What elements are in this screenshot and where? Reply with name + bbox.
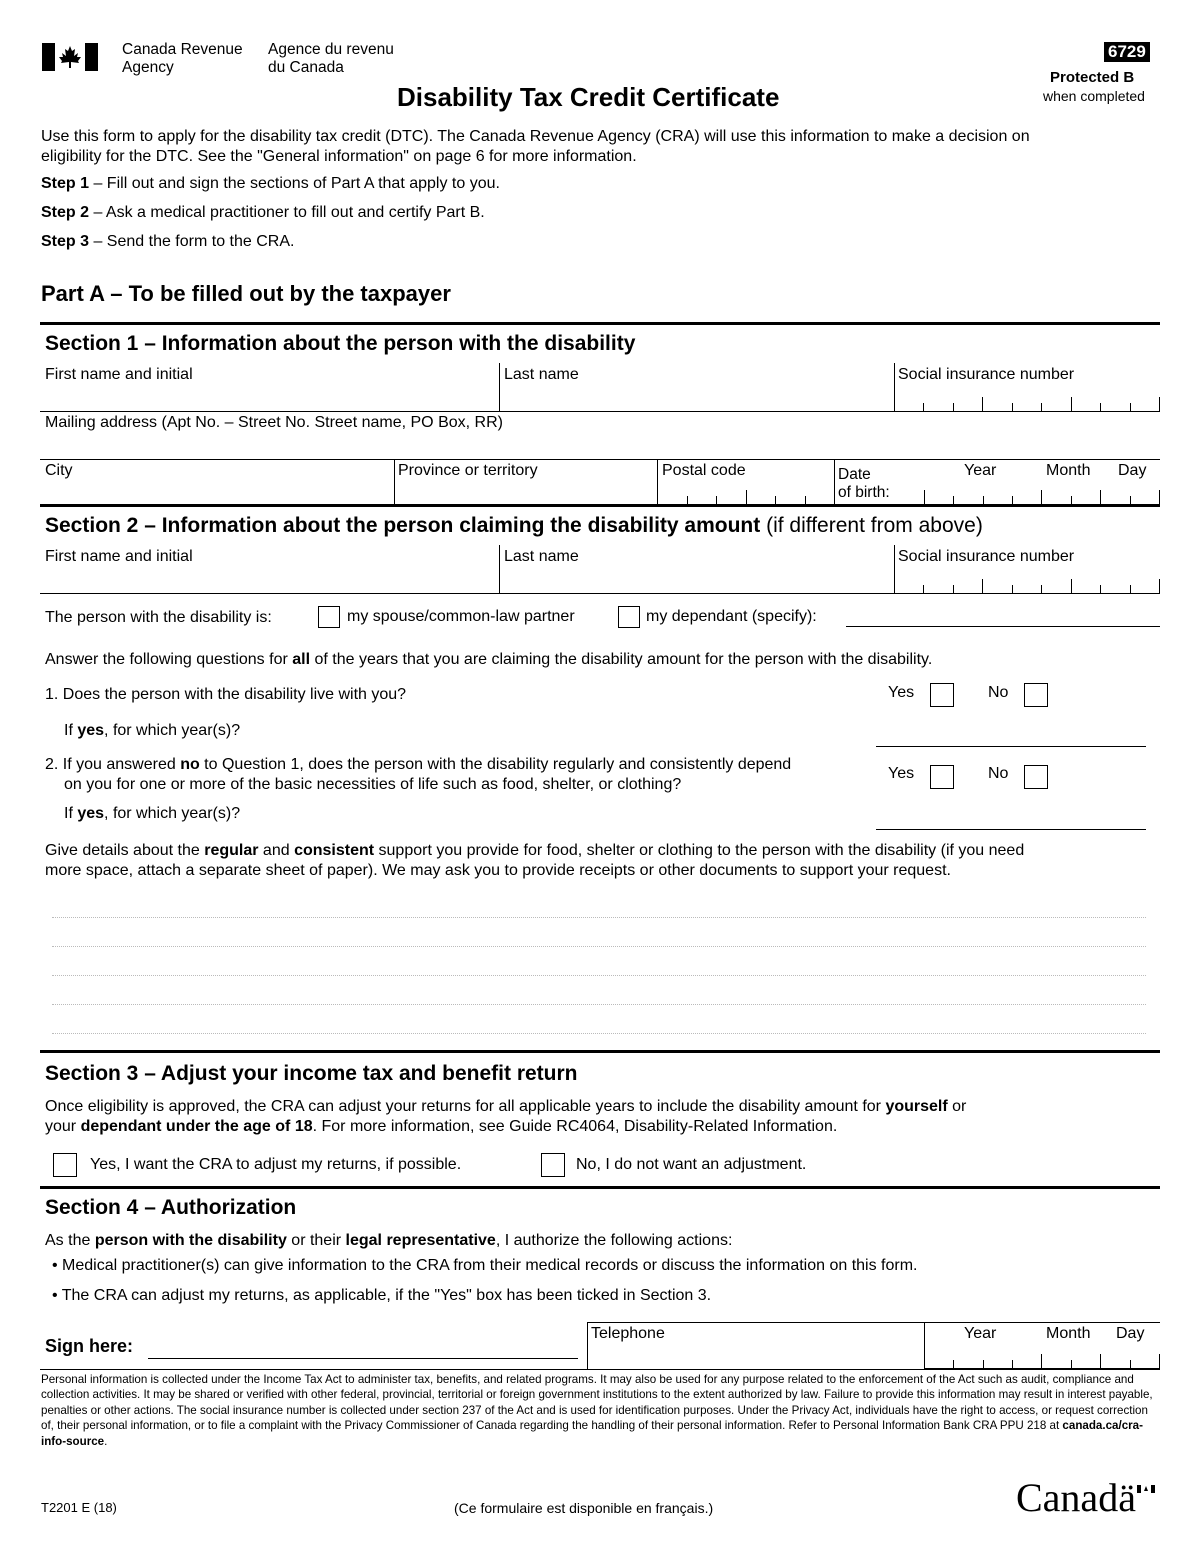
s2-first-name-label: First name and initial — [45, 548, 193, 565]
question-1: 1. Does the person with the disability live with you? — [45, 686, 407, 703]
agency-name-en: Canada Revenue Agency — [122, 41, 243, 76]
q2-yes-checkbox[interactable] — [930, 765, 954, 789]
section-2-divider — [40, 504, 1160, 507]
question-2: 2. If you answered no to Question 1, does the person with the disability regularly and consistently depend on you for one or more of the basic necessities of life such as food, shelter, or clothing? — [45, 756, 792, 793]
authorization-bullet-1: • Medical practitioner(s) can give information to the CRA from their medical records or discuss the information on this form. — [52, 1257, 918, 1274]
french-availability: (Ce formulaire est disponible en français.) — [454, 1500, 714, 1516]
sign-date-year-label: Year — [964, 1325, 997, 1342]
s1-sin-label: Social insurance number — [898, 366, 1075, 383]
q1-no-checkbox[interactable] — [1024, 683, 1048, 707]
form-number-badge: 6729 — [1104, 42, 1150, 62]
s1-postal-label: Postal code — [662, 462, 746, 479]
s1-postal-field[interactable] — [657, 490, 834, 505]
q2-years-field[interactable] — [876, 829, 1146, 830]
adjust-yes-checkbox[interactable] — [53, 1153, 77, 1177]
s1-last-name-field[interactable] — [500, 386, 893, 410]
q1-yes-label: Yes — [888, 684, 915, 701]
intro-line-2: eligibility for the DTC. See the "General information" on page 6 for more information. — [41, 148, 637, 165]
s1-province-label: Province or territory — [398, 462, 538, 479]
section-4-authorize: As the person with the disability or their legal representative, I authorize the following actions: — [45, 1232, 733, 1249]
section-2-title: Section 2 – Information about the person claiming the disability amount (if different from above) — [45, 514, 983, 537]
section-1-divider — [40, 322, 1160, 325]
adjust-no-label: No, I do not want an adjustment. — [576, 1156, 807, 1173]
step-3: Step 3 – Send the form to the CRA. — [41, 233, 295, 250]
s1-city-label: City — [45, 462, 73, 479]
form-code: T2201 E (18) — [41, 1500, 117, 1515]
s1-last-name-label: Last name — [504, 366, 579, 383]
section-3-text: Once eligibility is approved, the CRA can adjust your returns for all applicable years to include the disability amount for yourself or your dependant under the age of 18. For more information, see Guide RC4064, Disability-Related Information. — [45, 1098, 967, 1135]
s2-first-name-field[interactable] — [40, 568, 498, 592]
s1-province-field[interactable] — [395, 482, 656, 504]
support-details-instructions: Give details about the regular and consistent support you provide for food, shelter or clothing to the person with the disability (if you need more space, attach a separate sheet of paper). We may ask you to provide receipts or other documents to support your request. — [45, 842, 1025, 879]
signature-field[interactable] — [148, 1358, 578, 1359]
when-completed-label: when completed — [1043, 88, 1145, 104]
q1-if-yes: If yes, for which year(s)? — [64, 722, 241, 739]
section-1-title: Section 1 – Information about the person with the disability — [45, 332, 636, 355]
page-title: Disability Tax Credit Certificate — [397, 82, 780, 112]
s2-last-name-label: Last name — [504, 548, 579, 565]
section-3-divider — [40, 1050, 1160, 1053]
info-source-link[interactable]: canada.ca/cra-info-source — [41, 1419, 1143, 1448]
s2-person-is-label: The person with the disability is: — [45, 609, 272, 626]
s1-dob-field[interactable] — [924, 490, 1160, 505]
wordmark-flag-icon — [1137, 1480, 1155, 1488]
telephone-field[interactable] — [588, 1345, 923, 1369]
canada-wordmark: Canadä — [1016, 1475, 1136, 1520]
s1-dob-label: Date of birth: — [838, 466, 890, 501]
q1-yes-checkbox[interactable] — [930, 683, 954, 707]
authorization-bullet-2: • The CRA can adjust my returns, as applicable, if the "Yes" box has been ticked in Section 3. — [52, 1287, 712, 1304]
q2-no-label: No — [988, 765, 1009, 782]
spouse-checkbox[interactable] — [318, 606, 340, 628]
telephone-label: Telephone — [591, 1325, 665, 1342]
dependant-checkbox[interactable] — [618, 606, 640, 628]
s1-sin-field[interactable] — [894, 397, 1160, 412]
sign-date-field[interactable] — [924, 1354, 1160, 1369]
agency-name-fr: Agence du revenu du Canada — [268, 41, 394, 76]
dependant-specify-field[interactable] — [846, 626, 1160, 627]
q1-years-field[interactable] — [876, 746, 1146, 747]
section-4-title: Section 4 – Authorization — [45, 1196, 297, 1219]
support-details-field[interactable] — [52, 900, 1146, 1036]
s1-dob-month-label: Month — [1046, 462, 1091, 479]
protected-label: Protected B — [1050, 69, 1135, 86]
canada-flag-logo — [42, 43, 98, 71]
s1-mailing-label: Mailing address (Apt No. – Street No. Street name, PO Box, RR) — [45, 414, 503, 431]
q2-yes-label: Yes — [888, 765, 915, 782]
answer-instructions: Answer the following questions for all of the years that you are claiming the disability amount for the person with the disability. — [45, 651, 933, 668]
section-3-title: Section 3 – Adjust your income tax and benefit return — [45, 1062, 578, 1085]
privacy-notice: Personal information is collected under the Income Tax Act to administer tax, benefits, and related programs. It may also be used for any purpose related to the enforcement of the Act such as audit, compliance and collection activities. It may be shared or verified with other federal, provincial, territorial or foreign government institutions to the extent authorized by law. Failure to provide this information may result in interest payable, penalties or other actions. The social insurance number is collected under section 237 of the Act and is used for identification purposes. Under the Privacy Act, individuals have the right to access, or request correction of, their personal information, or to file a complaint with the Privacy Commissioner of Canada regarding the handling of their personal information. Refer to Personal Information Bank CRA PPU 218 at canada.ca/cra-info-source. — [41, 1373, 1153, 1448]
dependant-label: my dependant (specify): — [646, 608, 817, 625]
part-a-title: Part A – To be filled out by the taxpayer — [41, 281, 451, 306]
q2-if-yes: If yes, for which year(s)? — [64, 805, 241, 822]
s2-last-name-field[interactable] — [500, 568, 893, 592]
s1-dob-day-label: Day — [1118, 462, 1147, 479]
s1-first-name-label: First name and initial — [45, 366, 193, 383]
step-2: Step 2 – Ask a medical practitioner to fill out and certify Part B. — [41, 204, 485, 221]
q2-no-checkbox[interactable] — [1024, 765, 1048, 789]
s1-mailing-field[interactable] — [40, 434, 1160, 458]
s1-city-field[interactable] — [40, 482, 393, 504]
s2-sin-field[interactable] — [894, 579, 1160, 594]
s1-first-name-field[interactable] — [40, 386, 498, 410]
intro-line-1: Use this form to apply for the disability tax credit (DTC). The Canada Revenue Agency (CRA) will use this information to make a decision on — [41, 128, 1030, 145]
sign-date-month-label: Month — [1046, 1325, 1091, 1342]
s2-sin-label: Social insurance number — [898, 548, 1075, 565]
sign-here-label: Sign here: — [45, 1336, 134, 1356]
step-1: Step 1 – Fill out and sign the sections of Part A that apply to you. — [41, 175, 500, 192]
adjust-no-checkbox[interactable] — [541, 1153, 565, 1177]
s1-dob-year-label: Year — [964, 462, 997, 479]
sign-date-day-label: Day — [1116, 1325, 1145, 1342]
adjust-yes-label: Yes, I want the CRA to adjust my returns, if possible. — [90, 1156, 462, 1173]
spouse-label: my spouse/common-law partner — [347, 608, 575, 625]
q1-no-label: No — [988, 684, 1009, 701]
section-4-divider — [40, 1186, 1160, 1189]
